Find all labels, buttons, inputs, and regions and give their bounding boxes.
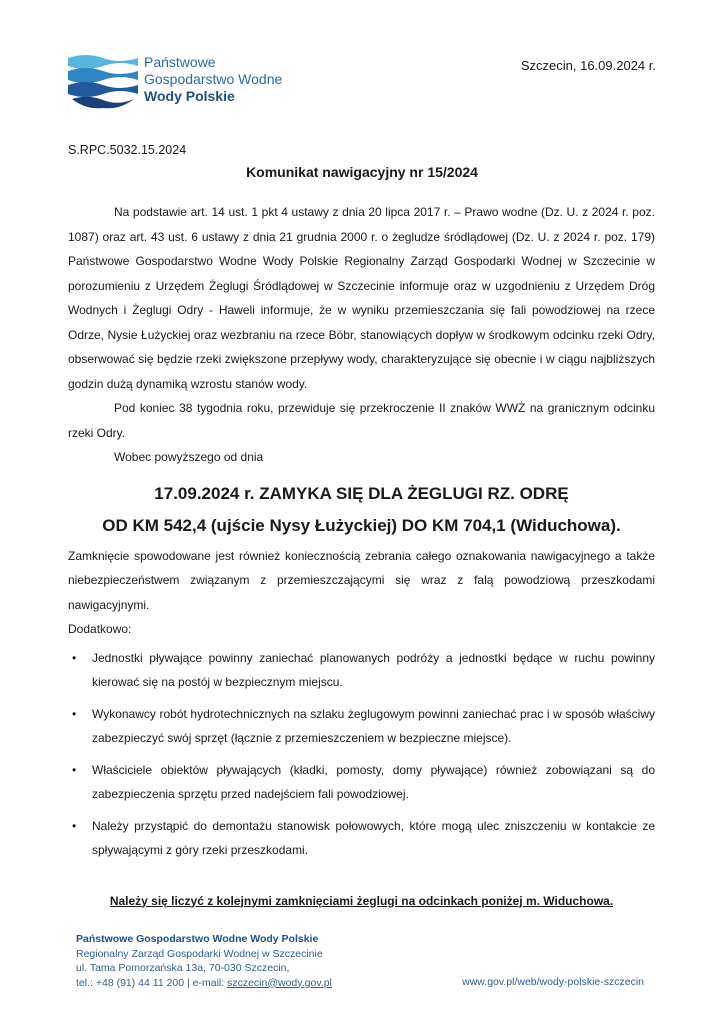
reference-number: S.RPC.5032.15.2024 [68, 143, 187, 157]
footer-email-link[interactable]: szczecin@wody.gov.pl [227, 976, 332, 989]
paragraph-reason: Zamknięcie spowodowane jest również koniecznością zebrania całego oznakowania nawigacyjnego a także niebezpieczeństwem związanym z przemieszczającymi się wraz z falą powodziową przeszkodami nawigacyjnymi. [68, 548, 655, 612]
list-item: • Wykonawcy robót hydrotechnicznych na szlaku żeglugowym powinni zaniechać prac i w sposób właściwy zabezpieczyć swój sprzęt (łącznie z przemieszczeniem w bezpieczne miejsce). [68, 702, 655, 751]
closure-headline: 17.09.2024 r. ZAMYKA SIĘ DLA ŻEGLUGI RZ. ODRĘ [154, 483, 569, 503]
list-item: • Należy przystąpić do demontażu stanowisk połowowych, które mogą ulec zniszczeniu w kontakcie ze spływającymi z góry rzeki przeszkodami. [68, 814, 655, 863]
paragraph-intro: Wobec powyższego od dnia [114, 450, 264, 464]
final-note: Należy się liczyć z kolejnymi zamknięciami żeglugi na odcinkach poniżej m. Widuchowa. [109, 893, 614, 908]
document-body [68, 200, 655, 913]
logo-line-3: Wody Polskie [144, 88, 235, 104]
wody-polskie-logo-icon [68, 54, 138, 114]
list-item: • Właściciele obiektów pływających (kładki, pomosty, domy pływające) również zobowiązani są do zabezpieczenia sprzętu przed nadejściem fali powodziowej. [68, 758, 655, 807]
footer-contact [76, 932, 332, 990]
logo-wordmark [144, 54, 282, 105]
logo-line-1: Państwowe [144, 54, 216, 70]
footer-website-link[interactable]: www.gov.pl/web/wody-polskie-szczecin [462, 976, 644, 988]
logo-line-2: Gospodarstwo Wodne [144, 71, 283, 87]
organization-logo [68, 54, 298, 114]
footer-phone-line [76, 976, 332, 991]
footer-address: ul. Tama Pomorzańska 13a, 70-030 Szczecin, [76, 962, 290, 974]
paragraph-forecast: Pod koniec 38 tygodnia roku, przewiduje się przekroczenie II znaków WWŻ na granicznym odcinku rzeki Odry. [68, 401, 655, 440]
list-item: • Jednostki pływające powinny zaniechać planowanych podróży a jednostki będące w ruchu powinny kierować się na postój w bezpiecznym miejscu. [68, 646, 655, 695]
closure-range-headline: OD KM 542,4 (ujście Nysy Łużyckiej) DO KM 704,1 (Widuchowa). [102, 515, 621, 535]
document-date: Szczecin, 16.09.2024 r. [520, 58, 656, 73]
footer-department: Regionalny Zarząd Gospodarki Wodnej w Szczecinie [76, 947, 323, 960]
footer-phone: tel.: +48 (91) 44 11 200 | e-mail: [76, 976, 228, 989]
additionally-label: Dodatkowo: [68, 622, 132, 636]
document-title: Komunikat nawigacyjny nr 15/2024 [246, 164, 478, 180]
recommendations-list [68, 646, 655, 863]
paragraph-legal-basis: Na podstawie art. 14 ust. 1 pkt 4 ustawy z dnia 20 lipca 2017 r. – Prawo wodne (Dz. U. z 2024 r. poz. 1087) oraz art. 43 ust. 6 ustawy z dnia 21 grudnia 2000 r. o żegludze śródlądowej (Dz. U. z 2024 r. poz. 179) Państwowe Gospodarstwo Wodne Wody Polskie Regionalny Zarząd Gospodarki Wodnej w Szczecinie w porozumieniu z Urzędem Żeglugi Śródlądowej w Szczecinie informuje oraz w uzgodnieniu z Urzędem Dróg Wodnych i Żeglugi Odry - Haweli informuje, że w wyniku przemieszczania się fali powodziowej na rzece Odrze, Nysie Łużyckiej oraz wezbraniu na rzece Bóbr, stanowiących dopływ w środkowym odcinku rzeki Odry, obserwować się będzie rzeki zwiększone przepływy wody, charakteryzujące się obecnie i w ciągu najbliższych godzin dużą dynamiką wzrostu stanów wody. [68, 205, 655, 391]
footer-organization: Państwowe Gospodarstwo Wodne Wody Polskie [76, 933, 319, 945]
